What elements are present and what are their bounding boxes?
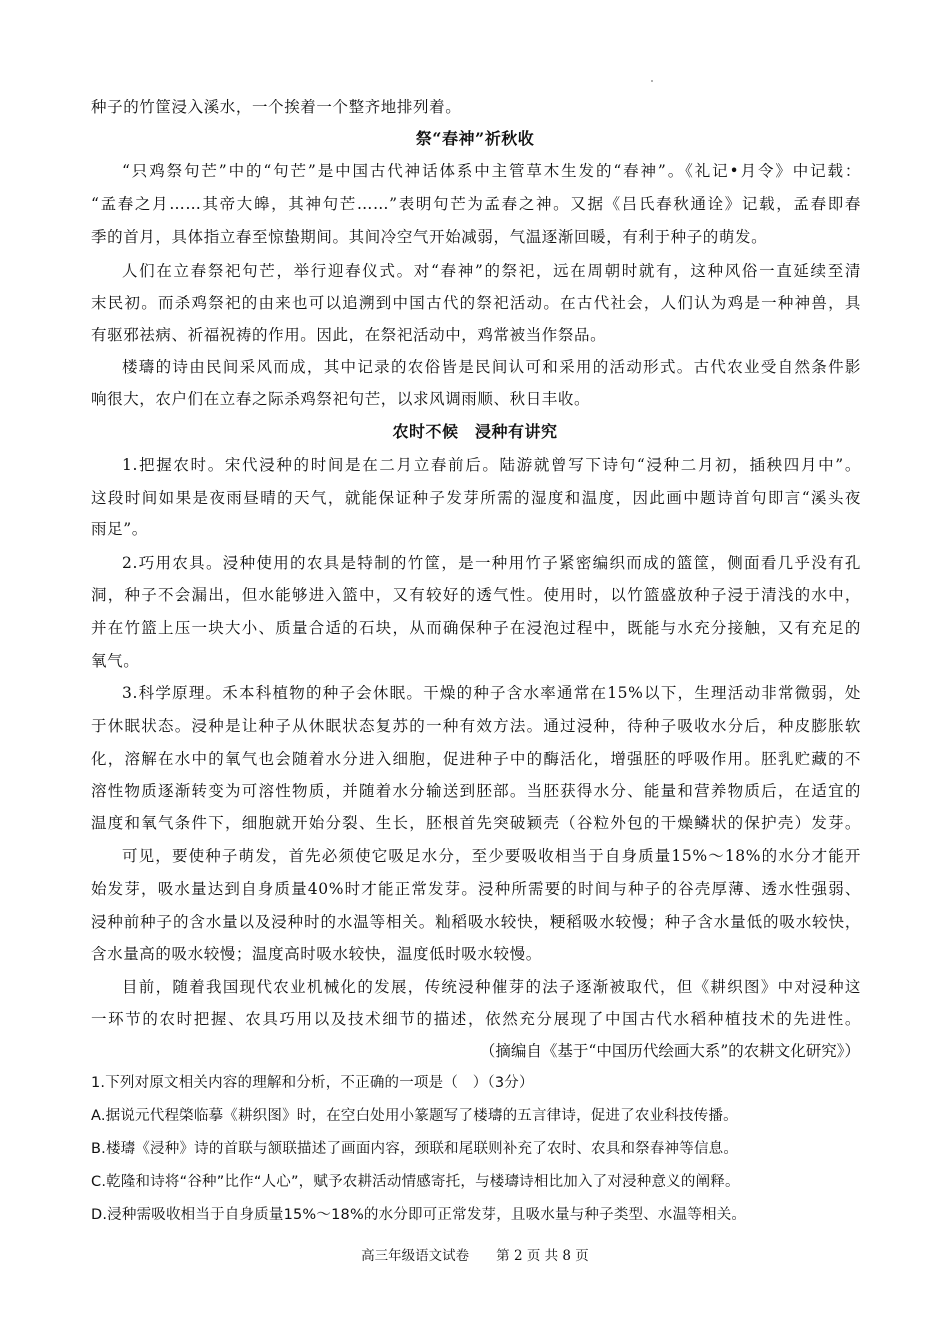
paragraph-line: 并在竹篮上压一块大小、质量合适的石块，从而确保种子在浸泡过程中，既能与水充分接触，又有充足的 [91, 619, 861, 637]
paragraph-line: 于休眠状态。浸种是让种子从休眠状态复苏的一种有效方法。通过浸种，待种子吸收水分后，种皮膨胀软 [91, 717, 861, 735]
paragraph-line: 化，溶解在水中的氧气也会随着水分进入细胞，促进种子中的酶活化，增强胚的呼吸作用。胚乳贮藏的不 [91, 750, 861, 768]
paragraph-line: 有驱邪祛病、祈福祝祷的作用。因此，在祭祀活动中，鸡常被当作祭品。 [91, 326, 607, 344]
option-c: C.乾隆和诗将“谷种”比作“人心”，赋予农耕活动情感寄托，与楼璹诗相比加入了对浸种意义的阐释。 [91, 1174, 740, 1190]
paragraph-line: 温度和氧气条件下，细胞就开始分裂、生长，胚根首先突破颖壳（谷粒外包的干燥鳞状的保护壳）发芽。 [91, 814, 861, 832]
option-b: B.楼璹《浸种》诗的首联与颔联描述了画面内容，颈联和尾联则补充了农时、农具和祭春神等信息。 [91, 1141, 739, 1157]
paragraph-line: 始发芽，吸水量达到自身质量40%时才能正常发芽。浸种所需要的时间与种子的谷壳厚薄、透水性强弱、 [91, 880, 861, 898]
paragraph-line: 季的首月，具体指立春至惊蛰期间。其间冷空气开始减弱，气温逐渐回暖，有利于种子的萌发。 [91, 228, 768, 246]
paragraph-line: 溶性物质逐渐转变为可溶性物质，并随着水分输送到胚部。当胚获得水分、能量和营养物质后，在适宜的 [91, 782, 861, 800]
paragraph-line: 3.科学原理。禾本科植物的种子会休眠。干燥的种子含水率通常在15%以下，生理活动非常微弱，处 [122, 684, 861, 702]
paragraph-line: 这段时间如果是夜雨昼晴的天气，就能保证种子发芽所需的湿度和温度，因此画中题诗首句即言“溪头夜 [91, 489, 861, 507]
paragraph-line: 楼璹的诗由民间采风而成，其中记录的农俗皆是民间认可和采用的活动形式。古代农业受自然条件影 [122, 358, 861, 376]
scan-speck [651, 80, 653, 82]
page-footer: 高三年级语文试卷 第 2 页 共 8 页 [361, 1248, 589, 1264]
paragraph-line: 可见，要使种子萌发，首先必须使它吸足水分，至少要吸收相当于自身质量15%～18%的水分才能开 [122, 847, 861, 865]
intro-tail-line: 种子的竹筐浸入溪水，一个挨着一个整齐地排列着。 [91, 98, 462, 116]
question-stem: 1.下列对原文相关内容的理解和分析，不正确的一项是（ ）（3分） [91, 1075, 534, 1091]
paragraph-line: 1.把握农时。宋代浸种的时间是在二月立春前后。陆游就曾写下诗句“浸种二月初，插秧四月中”。 [122, 456, 861, 474]
paragraph-line: 氧气。 [91, 652, 140, 670]
section-heading-spring-god: 祭“春神”祈秋收 [415, 129, 535, 148]
paragraph-line: 人们在立春祭祀句芒，举行迎春仪式。对“春神”的祭祀，远在周朝时就有，这种风俗一直延续至清 [122, 262, 861, 280]
paragraph-line: “孟春之月……其帝大皞，其神句芒……”表明句芒为孟春之神。又据《吕氏春秋通诠》记载，孟春即春 [91, 195, 861, 213]
paragraph-line: 2.巧用农具。浸种使用的农具是特制的竹筐，是一种用竹子紧密编织而成的篮筐，侧面看几乎没有孔 [122, 554, 861, 572]
paragraph-line: 目前，随着我国现代农业机械化的发展，传统浸种催芽的法子逐渐被取代，但《耕织图》中对浸种这 [122, 978, 861, 996]
paragraph-line: 雨足”。 [91, 520, 148, 538]
option-a: A.据说元代程棨临摹《耕织图》时，在空白处用小篆题写了楼璹的五言律诗，促进了农业科技传播。 [91, 1108, 738, 1124]
paragraph-line: “只鸡祭句芒”中的“句芒”是中国古代神话体系中主管草木生发的“春神”。《礼记•月令》中记载： [122, 162, 861, 180]
paragraph-line: 含水量高的吸水较慢；温度高时吸水较快，温度低时吸水较慢。 [91, 945, 542, 963]
paragraph-line: 浸种前种子的含水量以及浸种时的水温等相关。籼稻吸水较快，粳稻吸水较慢；种子含水量低的吸水较快， [91, 913, 861, 931]
paragraph-line: 响很大，农户们在立春之际杀鸡祭祀句芒，以求风调雨顺、秋日丰收。 [91, 390, 591, 408]
option-d: D.浸种需吸收相当于自身质量15%～18%的水分即可正常发芽，且吸水量与种子类型、水温等相关。 [91, 1207, 747, 1223]
paragraph-line: 一环节的农时把握、农具巧用以及技术细节的描述，依然充分展现了中国古代水稻种植技术的先进性。 [91, 1010, 861, 1028]
section-heading-soaking: 农时不候 浸种有讲究 [392, 422, 558, 441]
paragraph-line: 末民初。而杀鸡祭祀的由来也可以追溯到中国古代的祭祀活动。在古代社会，人们认为鸡是一种神兽，具 [91, 294, 861, 312]
source-citation: （摘编自《基于“中国历代绘画大系”的农耕文化研究》） [479, 1042, 860, 1060]
paragraph-line: 洞，种子不会漏出，但水能够进入篮中，又有较好的透气性。使用时，以竹篮盛放种子浸于清浅的水中， [91, 586, 861, 604]
